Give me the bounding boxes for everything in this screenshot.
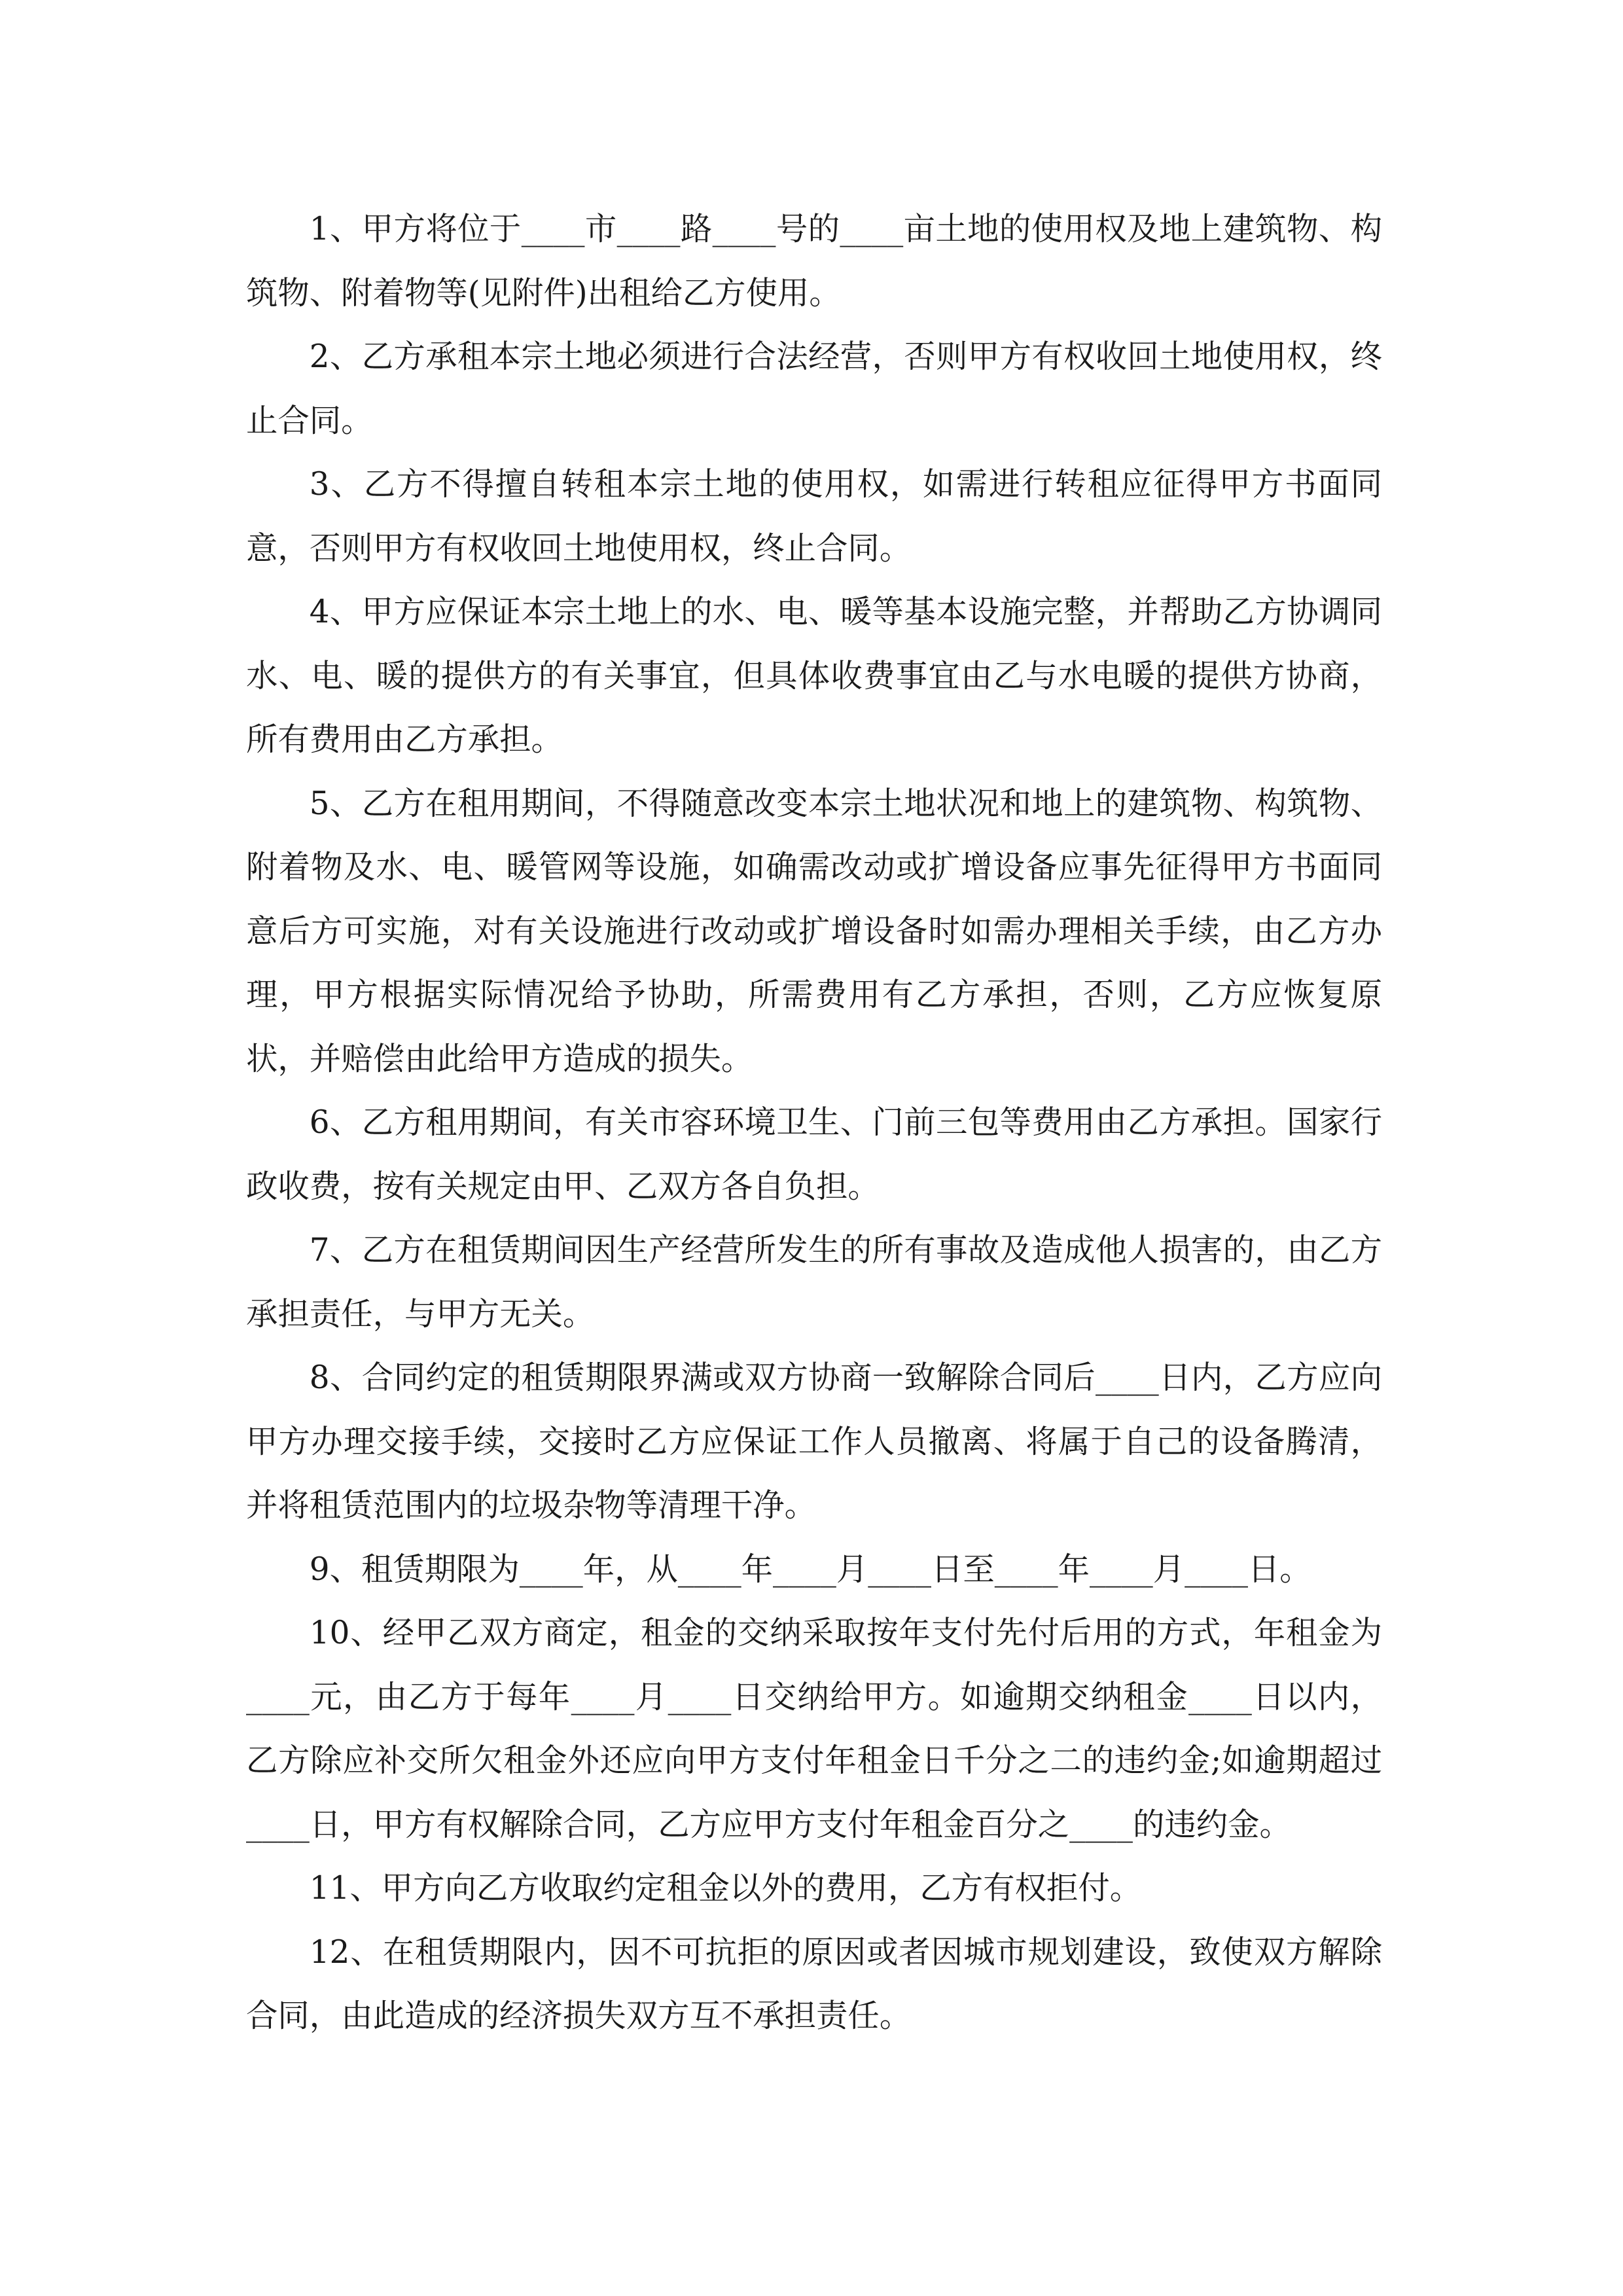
contract-body (246, 198, 1382, 2049)
clause-9: 9、租赁期限为____年，从____年____月____日至____年____月____日。 (309, 1551, 1311, 1588)
clause-7: 7、乙方在租赁期间因生产经营所发生的所有事故及造成他人损害的，由乙方承担责任，与甲方无关。 (246, 1232, 1382, 1333)
clause-8: 8、合同约定的租赁期限界满或双方协商一致解除合同后____日内，乙方应向甲方办理交接手续，交接时乙方应保证工作人员撤离、将属于自己的设备腾清，并将租赁范围内的垃圾杂物等清理干净。 (246, 1359, 1382, 1524)
clause-10: 10、经甲乙双方商定，租金的交纳采取按年支付先付后用的方式，年租金为____元，由乙方于每年____月____日交纳给甲方。如逾期交纳租金____日以内，乙方除应补交所欠租金外还应向甲方支付年租金日千分之二的违约金;如逾期超过____日，甲方有权解除合同，乙方应甲方支付年租金百分之____的违约金。 (246, 1615, 1382, 1843)
clause-4: 4、甲方应保证本宗土地上的水、电、暖等基本设施完整，并帮助乙方协调同水、电、暖的提供方的有关事宜，但具体收费事宜由乙与水电暖的提供方协商，所有费用由乙方承担。 (246, 594, 1382, 758)
clause-5: 5、乙方在租用期间，不得随意改变本宗土地状况和地上的建筑物、构筑物、附着物及水、电、暖管网等设施，如确需改动或扩增设备应事先征得甲方书面同意后方可实施，对有关设施进行改动或扩增设备时如需办理相关手续，由乙方办理，甲方根据实际情况给予协助，所需费用有乙方承担，否则，乙方应恢复原状，并赔偿由此给甲方造成的损失。 (246, 785, 1382, 1077)
clause-12: 12、在租赁期限内，因不可抗拒的原因或者因城市规划建设，致使双方解除合同，由此造成的经济损失双方互不承担责任。 (246, 1933, 1382, 2034)
clause-2: 2、乙方承租本宗土地必须进行合法经营，否则甲方有权收回土地使用权，终止合同。 (246, 338, 1382, 439)
clause-6: 6、乙方租用期间，有关市容环境卫生、门前三包等费用由乙方承担。国家行政收费，按有关规定由甲、乙双方各自负担。 (246, 1104, 1382, 1205)
clause-11: 11、甲方向乙方收取约定租金以外的费用，乙方有权拒付。 (309, 1870, 1142, 1907)
clause-1: 1、甲方将位于____市____路____号的____亩土地的使用权及地上建筑物、构筑物、附着物等(见附件)出租给乙方使用。 (246, 211, 1382, 312)
clause-3: 3、乙方不得擅自转租本宗土地的使用权，如需进行转租应征得甲方书面同意，否则甲方有权收回土地使用权，终止合同。 (246, 466, 1382, 567)
